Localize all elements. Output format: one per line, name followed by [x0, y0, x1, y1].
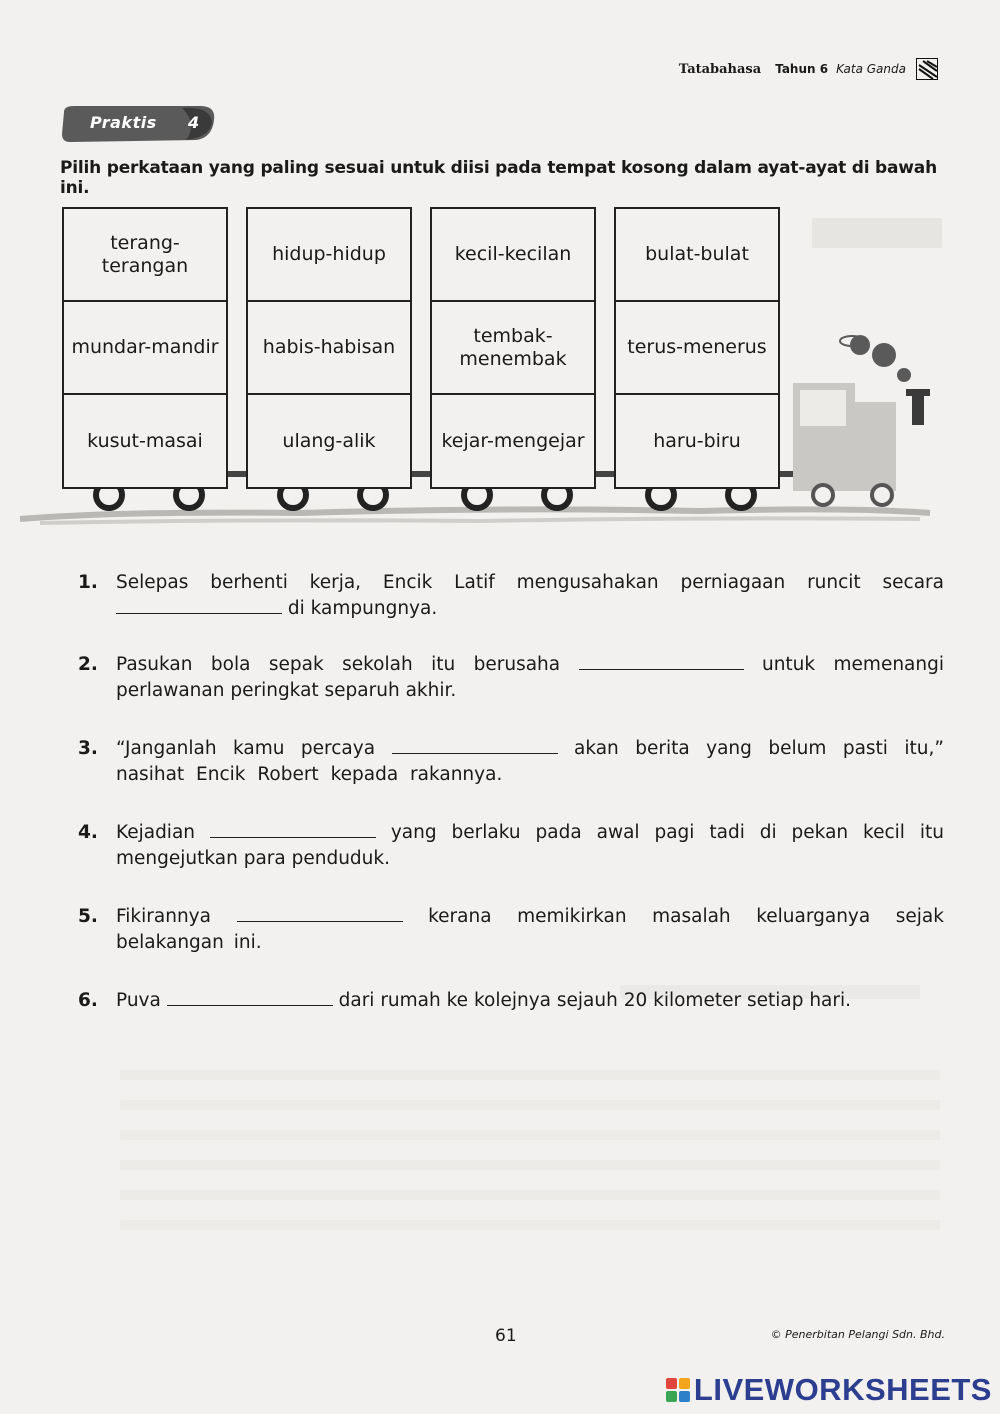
- word-cell: hidup-hidup: [248, 209, 410, 302]
- wagon-3: [430, 207, 596, 489]
- answer-blank[interactable]: [392, 740, 558, 754]
- question-text: [116, 570, 944, 621]
- answer-blank[interactable]: [579, 656, 744, 670]
- word-cell: terus-menerus: [616, 302, 778, 395]
- question-text-before: Pasukan bola sepak sekolah itu berusaha: [116, 654, 561, 675]
- word-cell: ulang-alik: [282, 430, 376, 453]
- answer-blank[interactable]: [237, 908, 403, 922]
- page-header: [679, 58, 938, 80]
- question-4: [78, 820, 944, 871]
- praktis-badge: [60, 104, 220, 144]
- praktis-label: Praktis: [90, 113, 157, 132]
- praktis-number: 4: [188, 113, 200, 132]
- question-text-before: Kejadian: [116, 822, 196, 843]
- word-cell: kejar-mengejar: [441, 430, 585, 453]
- word-cell: kusut-masai: [87, 430, 203, 453]
- word-cell: kecil-kecilan: [432, 209, 594, 302]
- question-text: [116, 988, 944, 1014]
- question-text-before: Puva: [116, 990, 161, 1011]
- question-6: [78, 988, 944, 1014]
- question-text-after: untuk memenangi perlawanan peringkat separuh akhir.: [116, 654, 945, 701]
- question-text-after: kerana memikirkan masalah keluarganya sejak belakangan ini.: [116, 906, 944, 953]
- question-number: 5.: [78, 906, 98, 927]
- word-cell: tembak-menembak: [432, 302, 594, 395]
- question-text: [116, 652, 944, 703]
- question-number: 4.: [78, 822, 98, 843]
- question-number: 2.: [78, 654, 98, 675]
- question-text-before: Selepas berhenti kerja, Encik Latif mengusahakan perniagaan runcit secara: [116, 572, 944, 593]
- word-train: [0, 195, 1000, 535]
- question-text-after: yang berlaku pada awal pagi tadi di pekan kecil itu mengejutkan para penduduk.: [116, 822, 944, 869]
- question-text-before: Fikirannya: [116, 906, 211, 927]
- word-cell: mundar-mandir: [64, 302, 226, 395]
- question-text: [116, 736, 944, 787]
- instruction: Pilih perkataan yang paling sesuai untuk diisi pada tempat kosong dalam ayat-ayat di bawah ini.: [60, 158, 937, 198]
- answer-blank[interactable]: [116, 600, 282, 614]
- question-5: [78, 904, 944, 955]
- wagon-4: [614, 207, 780, 489]
- liveworksheets-watermark: [666, 1372, 992, 1408]
- copyright: © Penerbitan Pelangi Sdn. Bhd.: [770, 1328, 945, 1341]
- wagon-1: [62, 207, 228, 489]
- question-text-before: “Janganlah kamu percaya: [116, 738, 376, 759]
- page-number: 61: [495, 1326, 517, 1346]
- header-year: Tahun 6: [775, 62, 829, 76]
- question-text: [116, 820, 944, 871]
- word-cell: bulat-bulat: [616, 209, 778, 302]
- answer-blank[interactable]: [210, 824, 376, 838]
- question-number: 1.: [78, 572, 98, 593]
- header-subject: Tatabahasa: [678, 61, 762, 77]
- liveworksheets-logo-icon: [666, 1378, 690, 1402]
- word-cell: haru-biru: [653, 430, 741, 453]
- question-number: 3.: [78, 738, 98, 759]
- header-topic: Kata Ganda: [836, 62, 906, 76]
- answer-blank[interactable]: [167, 992, 333, 1006]
- question-number: 6.: [78, 990, 98, 1011]
- question-text-after: dari rumah ke kolejnya sejauh 20 kilometer setiap hari.: [338, 990, 852, 1011]
- watermark-text: LIVEWORKSHEETS: [693, 1372, 992, 1407]
- question-1: [78, 570, 944, 621]
- question-text-after: akan berita yang belum pasti itu,” nasihat Encik Robert kepada rakannya.: [116, 738, 944, 785]
- question-2: [78, 652, 944, 703]
- question-3: [78, 736, 944, 787]
- question-text: [116, 904, 944, 955]
- wagon-2: [246, 207, 412, 489]
- pelangi-logo-icon: [916, 58, 938, 80]
- word-cell: terang-terangan: [64, 209, 226, 302]
- question-text-after: di kampungnya.: [287, 597, 438, 619]
- word-cell: habis-habisan: [248, 302, 410, 395]
